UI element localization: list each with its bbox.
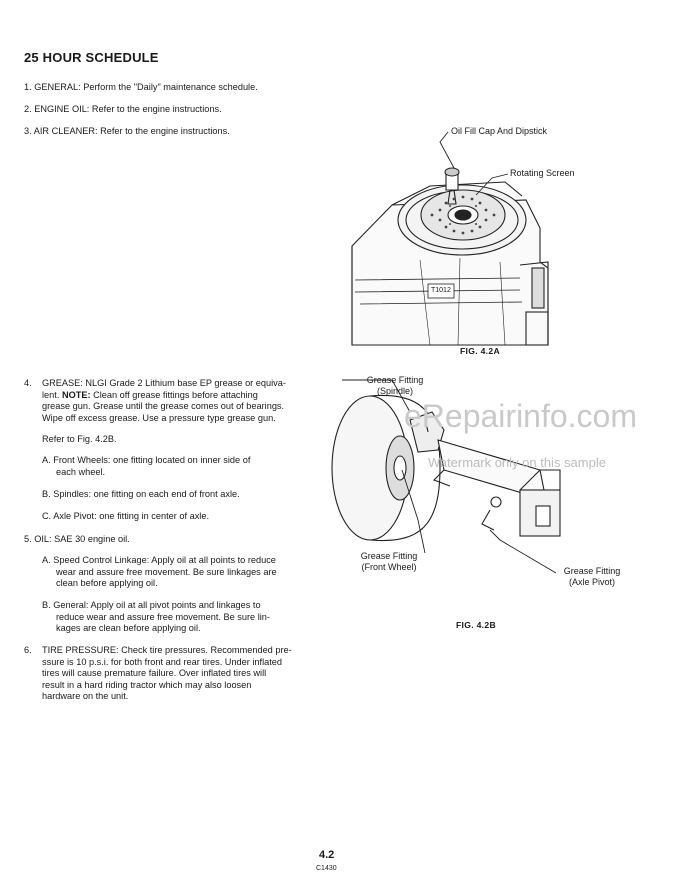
document-code: C1430: [316, 865, 337, 872]
callout-rotating-screen: Rotating Screen: [510, 168, 575, 178]
callout-oil-fill-cap: Oil Fill Cap And Dipstick: [451, 126, 548, 136]
step-air-cleaner: 3. AIR CLEANER: Refer to the engine instructions.: [24, 126, 230, 136]
page-number: 4.2: [319, 849, 335, 861]
step-grease-line: GREASE: NLGI Grade 2 Lithium base EP grease or equiva-: [42, 378, 286, 388]
part-code: T1012: [431, 287, 451, 294]
step-axle-pivot: C. Axle Pivot: one fitting in center of axle.: [42, 511, 209, 521]
step-grease-number: 4.: [24, 378, 32, 388]
step-oil: 5. OIL: SAE 30 engine oil.: [24, 534, 130, 544]
step-grease-line: lent. NOTE: Clean off grease fittings before attaching: [42, 389, 258, 400]
callout-grease-axle-pivot: Grease Fitting (Axle Pivot): [563, 566, 621, 587]
callout-grease-spindle: Grease Fitting (Spindle): [366, 375, 424, 396]
step-general-oil: B. General: Apply oil at all pivot points and linkages to reduce wear and assure free movement. Be sure lin- kages are clean before applying oil.: [42, 600, 270, 634]
note-label: NOTE:: [61, 389, 91, 400]
watermark-site: eRepairinfo.com: [404, 398, 637, 434]
step-grease-line: grease gun. Grease until the grease comes out of bearings.: [42, 401, 285, 412]
step-speed-control-linkage: A. Speed Control Linkage: Apply oil at all points to reduce wear and assure free movement. Be sure linkages are clean before applying oil.: [42, 555, 277, 589]
figure-reference: Refer to Fig. 4.2B.: [42, 434, 117, 444]
step-tire-pressure-number: 6.: [24, 645, 32, 655]
callout-grease-front-wheel: Grease Fitting (Front Wheel): [360, 551, 418, 572]
page-title: 25 HOUR SCHEDULE: [24, 50, 159, 65]
figure-label-4-2a: FIG. 4.2A: [460, 346, 500, 356]
watermark-note: Watermark only on this sample: [428, 455, 606, 470]
step-front-wheels: A. Front Wheels: one fitting located on inner side of each wheel.: [42, 455, 251, 477]
step-spindles: B. Spindles: one fitting on each end of front axle.: [42, 489, 240, 499]
step-tire-pressure: TIRE PRESSURE: Check tire pressures. Recommended pre- ssure is 10 p.s.i. for both front and rear tires. Under inflated tires will cause premature failure. Over inflated tires will result in a hard riding tractor which may also loosen hardware on the unit.: [42, 645, 292, 702]
figure-label-4-2b: FIG. 4.2B: [456, 620, 496, 630]
step-engine-oil: 2. ENGINE OIL: Refer to the engine instructions.: [24, 104, 222, 114]
step-grease-line: Wipe off excess grease. Use a pressure type grease gun.: [42, 412, 276, 423]
step-general: 1. GENERAL: Perform the "Daily" maintenance schedule.: [24, 82, 258, 92]
